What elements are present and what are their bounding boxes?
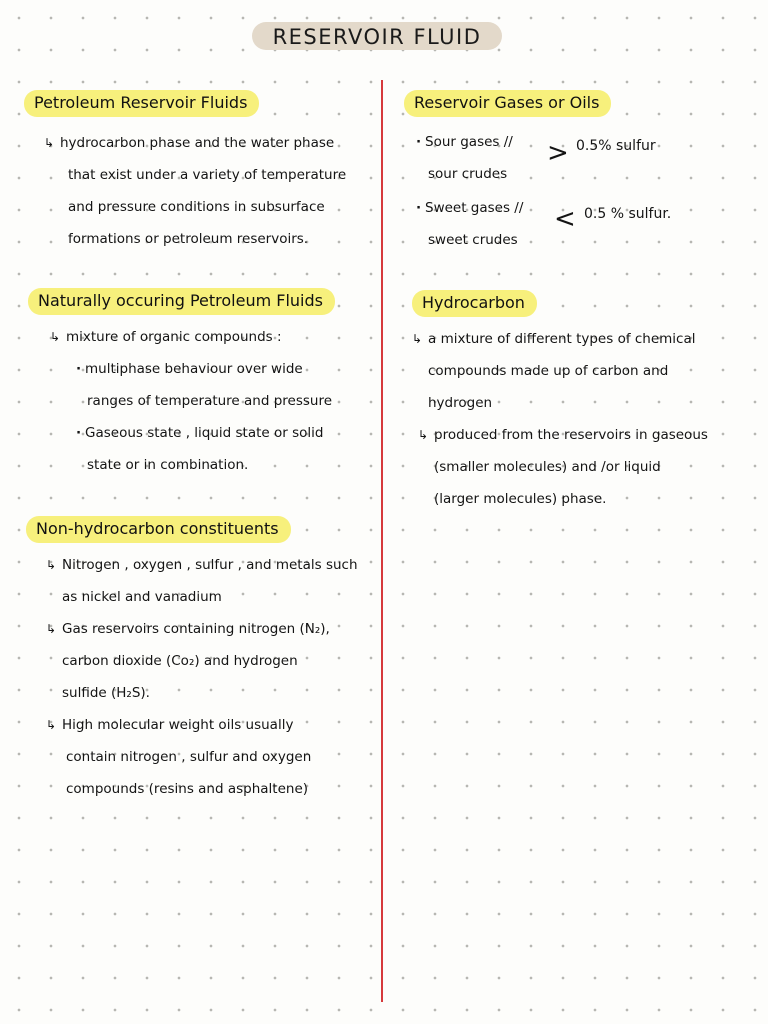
note-line: carbon dioxide (Co₂) and hydrogen xyxy=(62,653,298,669)
sweet-group xyxy=(416,192,523,256)
section-non-hydrocarbon-constituents xyxy=(26,516,358,805)
note-line: ↳ High molecular weight oils usually xyxy=(46,709,358,741)
arrow-icon: ↳ xyxy=(46,622,57,636)
list-item: · Sweet gases // xyxy=(416,192,523,224)
arrow-icon: ↳ xyxy=(50,330,61,344)
bullet-icon: · xyxy=(416,200,422,216)
less-than-icon: < xyxy=(554,204,576,234)
page-title: RESERVOIR FLUID xyxy=(252,22,502,50)
arrow-icon: ↳ xyxy=(46,558,57,572)
note-line: state or in combination. xyxy=(87,457,249,473)
note-line: that exist under a variety of temperature xyxy=(68,167,347,183)
section-heading: Reservoir Gases or Oils xyxy=(404,90,611,117)
note-line: (smaller molecules) and /or liquid xyxy=(434,459,661,475)
note-line: ↳ Nitrogen , oxygen , sulfur , and metals such xyxy=(46,549,358,581)
note-line: and pressure conditions in subsurface xyxy=(68,199,325,215)
note-line: ranges of temperature and pressure xyxy=(87,393,333,409)
note-line: sour crudes xyxy=(428,166,508,182)
note-line: sulfide (H₂S). xyxy=(62,685,150,701)
section-reservoir-gases-or-oils xyxy=(404,90,754,260)
note-line: ↳ a mixture of different types of chemical xyxy=(412,323,708,355)
note-line: hydrogen xyxy=(428,395,493,411)
list-item: · multiphase behaviour over wide xyxy=(50,353,335,385)
sweet-sulfur-note: 0.5 % sulfur. xyxy=(584,206,672,222)
note-line: ↳ hydrocarbon phase and the water phase xyxy=(44,127,346,159)
section-petroleum-reservoir-fluids xyxy=(24,90,346,255)
bullet-icon: · xyxy=(416,134,422,150)
list-item: · Gaseous state , liquid state or solid xyxy=(50,417,335,449)
note-line: ↳ Gas reservoirs containing nitrogen (N₂), xyxy=(46,613,358,645)
arrow-icon: ↳ xyxy=(418,428,429,442)
arrow-icon: ↳ xyxy=(412,332,423,346)
note-line: formations or petroleum reservoirs. xyxy=(68,231,309,247)
section-heading: Non-hydrocarbon constituents xyxy=(26,516,291,543)
note-line: ↳ mixture of organic compounds : xyxy=(50,321,335,353)
section-heading: Hydrocarbon xyxy=(412,290,537,317)
note-line: sweet crudes xyxy=(428,232,518,248)
bullet-icon: · xyxy=(76,361,82,377)
section-heading: Naturally occuring Petroleum Fluids xyxy=(28,288,335,315)
arrow-icon: ↳ xyxy=(44,136,55,150)
sour-sulfur-note: 0.5% sulfur xyxy=(576,138,656,154)
section-hydrocarbon xyxy=(412,290,708,515)
section-naturally-occuring-petroleum-fluids xyxy=(28,288,335,481)
list-item: · Sour gases // xyxy=(416,126,513,158)
arrow-icon: ↳ xyxy=(46,718,57,732)
note-line: contain nitrogen , sulfur and oxygen xyxy=(66,749,312,765)
greater-than-icon: > xyxy=(547,138,569,168)
note-line: compounds (resins and asphaltene) xyxy=(66,781,309,797)
sour-group xyxy=(416,126,513,190)
margin-line xyxy=(381,80,383,1002)
section-heading: Petroleum Reservoir Fluids xyxy=(24,90,259,117)
note-line: compounds made up of carbon and xyxy=(428,363,669,379)
bullet-icon: · xyxy=(76,425,82,441)
note-line: (larger molecules) phase. xyxy=(434,491,607,507)
note-line: as nickel and vanadium xyxy=(62,589,222,605)
note-line: ↳ produced from the reservoirs in gaseous xyxy=(412,419,708,451)
